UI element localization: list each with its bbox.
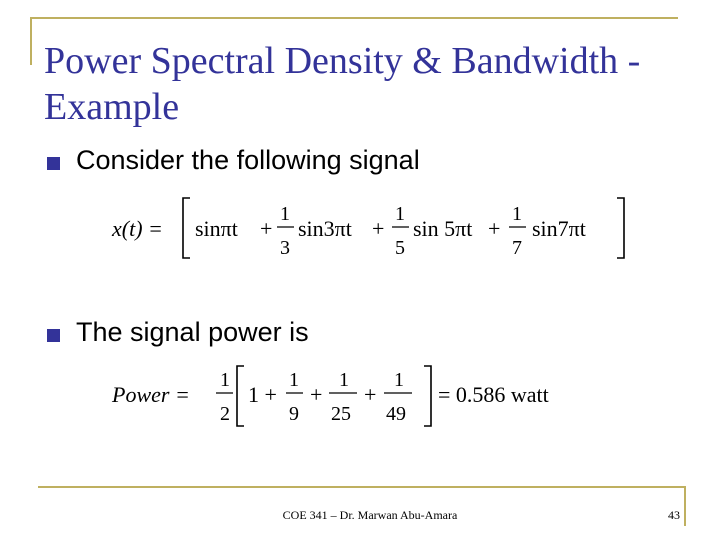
eq1-den-5: 5	[395, 237, 405, 259]
eq1-num-2: 1	[395, 203, 405, 225]
eq2-num-25: 1	[339, 369, 349, 391]
eq2-plus-2: +	[364, 382, 377, 407]
bullet-text-1: Consider the following signal	[76, 145, 420, 175]
power-equation-svg	[110, 362, 590, 434]
power-equation	[110, 362, 590, 434]
bullet-text-2: The signal power is	[76, 317, 309, 347]
slide-title: Power Spectral Density & Bandwidth - Example	[44, 40, 641, 128]
eq1-term3: sin 5πt	[413, 216, 473, 241]
page-number: 43	[668, 508, 680, 522]
eq1-den-3: 3	[280, 237, 290, 259]
eq2-plus-1: +	[310, 382, 323, 407]
signal-equation-svg	[110, 192, 640, 264]
eq2-den-2: 2	[220, 403, 230, 425]
eq2-result: = 0.586 watt	[438, 382, 549, 407]
footer-text: COE 341 – Dr. Marwan Abu-Amara	[282, 508, 458, 522]
eq2-right-bracket	[424, 366, 431, 426]
eq1-den-7: 7	[512, 237, 522, 259]
eq2-den-49: 49	[386, 403, 406, 425]
eq1-right-bracket	[617, 198, 624, 258]
eq1-left-bracket	[183, 198, 190, 258]
eq1-term4: sin7πt	[532, 216, 586, 241]
eq1-num-1: 1	[280, 203, 290, 225]
right-rule	[684, 486, 686, 526]
eq1-plus-2: +	[372, 216, 385, 241]
bottom-rule	[38, 486, 686, 488]
eq2-left-bracket	[237, 366, 244, 426]
eq1-plus-3: +	[488, 216, 501, 241]
eq1-num-3: 1	[512, 203, 522, 225]
eq1-term2: sin3πt	[298, 216, 352, 241]
bullet-marker-2	[47, 329, 60, 342]
eq2-lhs: Power =	[112, 382, 190, 407]
eq2-den-9: 9	[289, 403, 299, 425]
eq2-num-half: 1	[220, 369, 230, 391]
eq2-num-9: 1	[289, 369, 299, 391]
eq1-lhs: x(t) =	[112, 216, 163, 241]
eq1-term1: sinπt	[195, 216, 238, 241]
left-rule	[30, 17, 32, 65]
signal-equation	[110, 192, 640, 264]
eq2-num-49: 1	[394, 369, 404, 391]
eq2-den-25: 25	[331, 403, 351, 425]
top-rule	[30, 17, 678, 19]
eq1-plus-1: +	[260, 216, 273, 241]
eq2-one-plus: 1 +	[248, 382, 277, 407]
bullet-marker-1	[47, 157, 60, 170]
